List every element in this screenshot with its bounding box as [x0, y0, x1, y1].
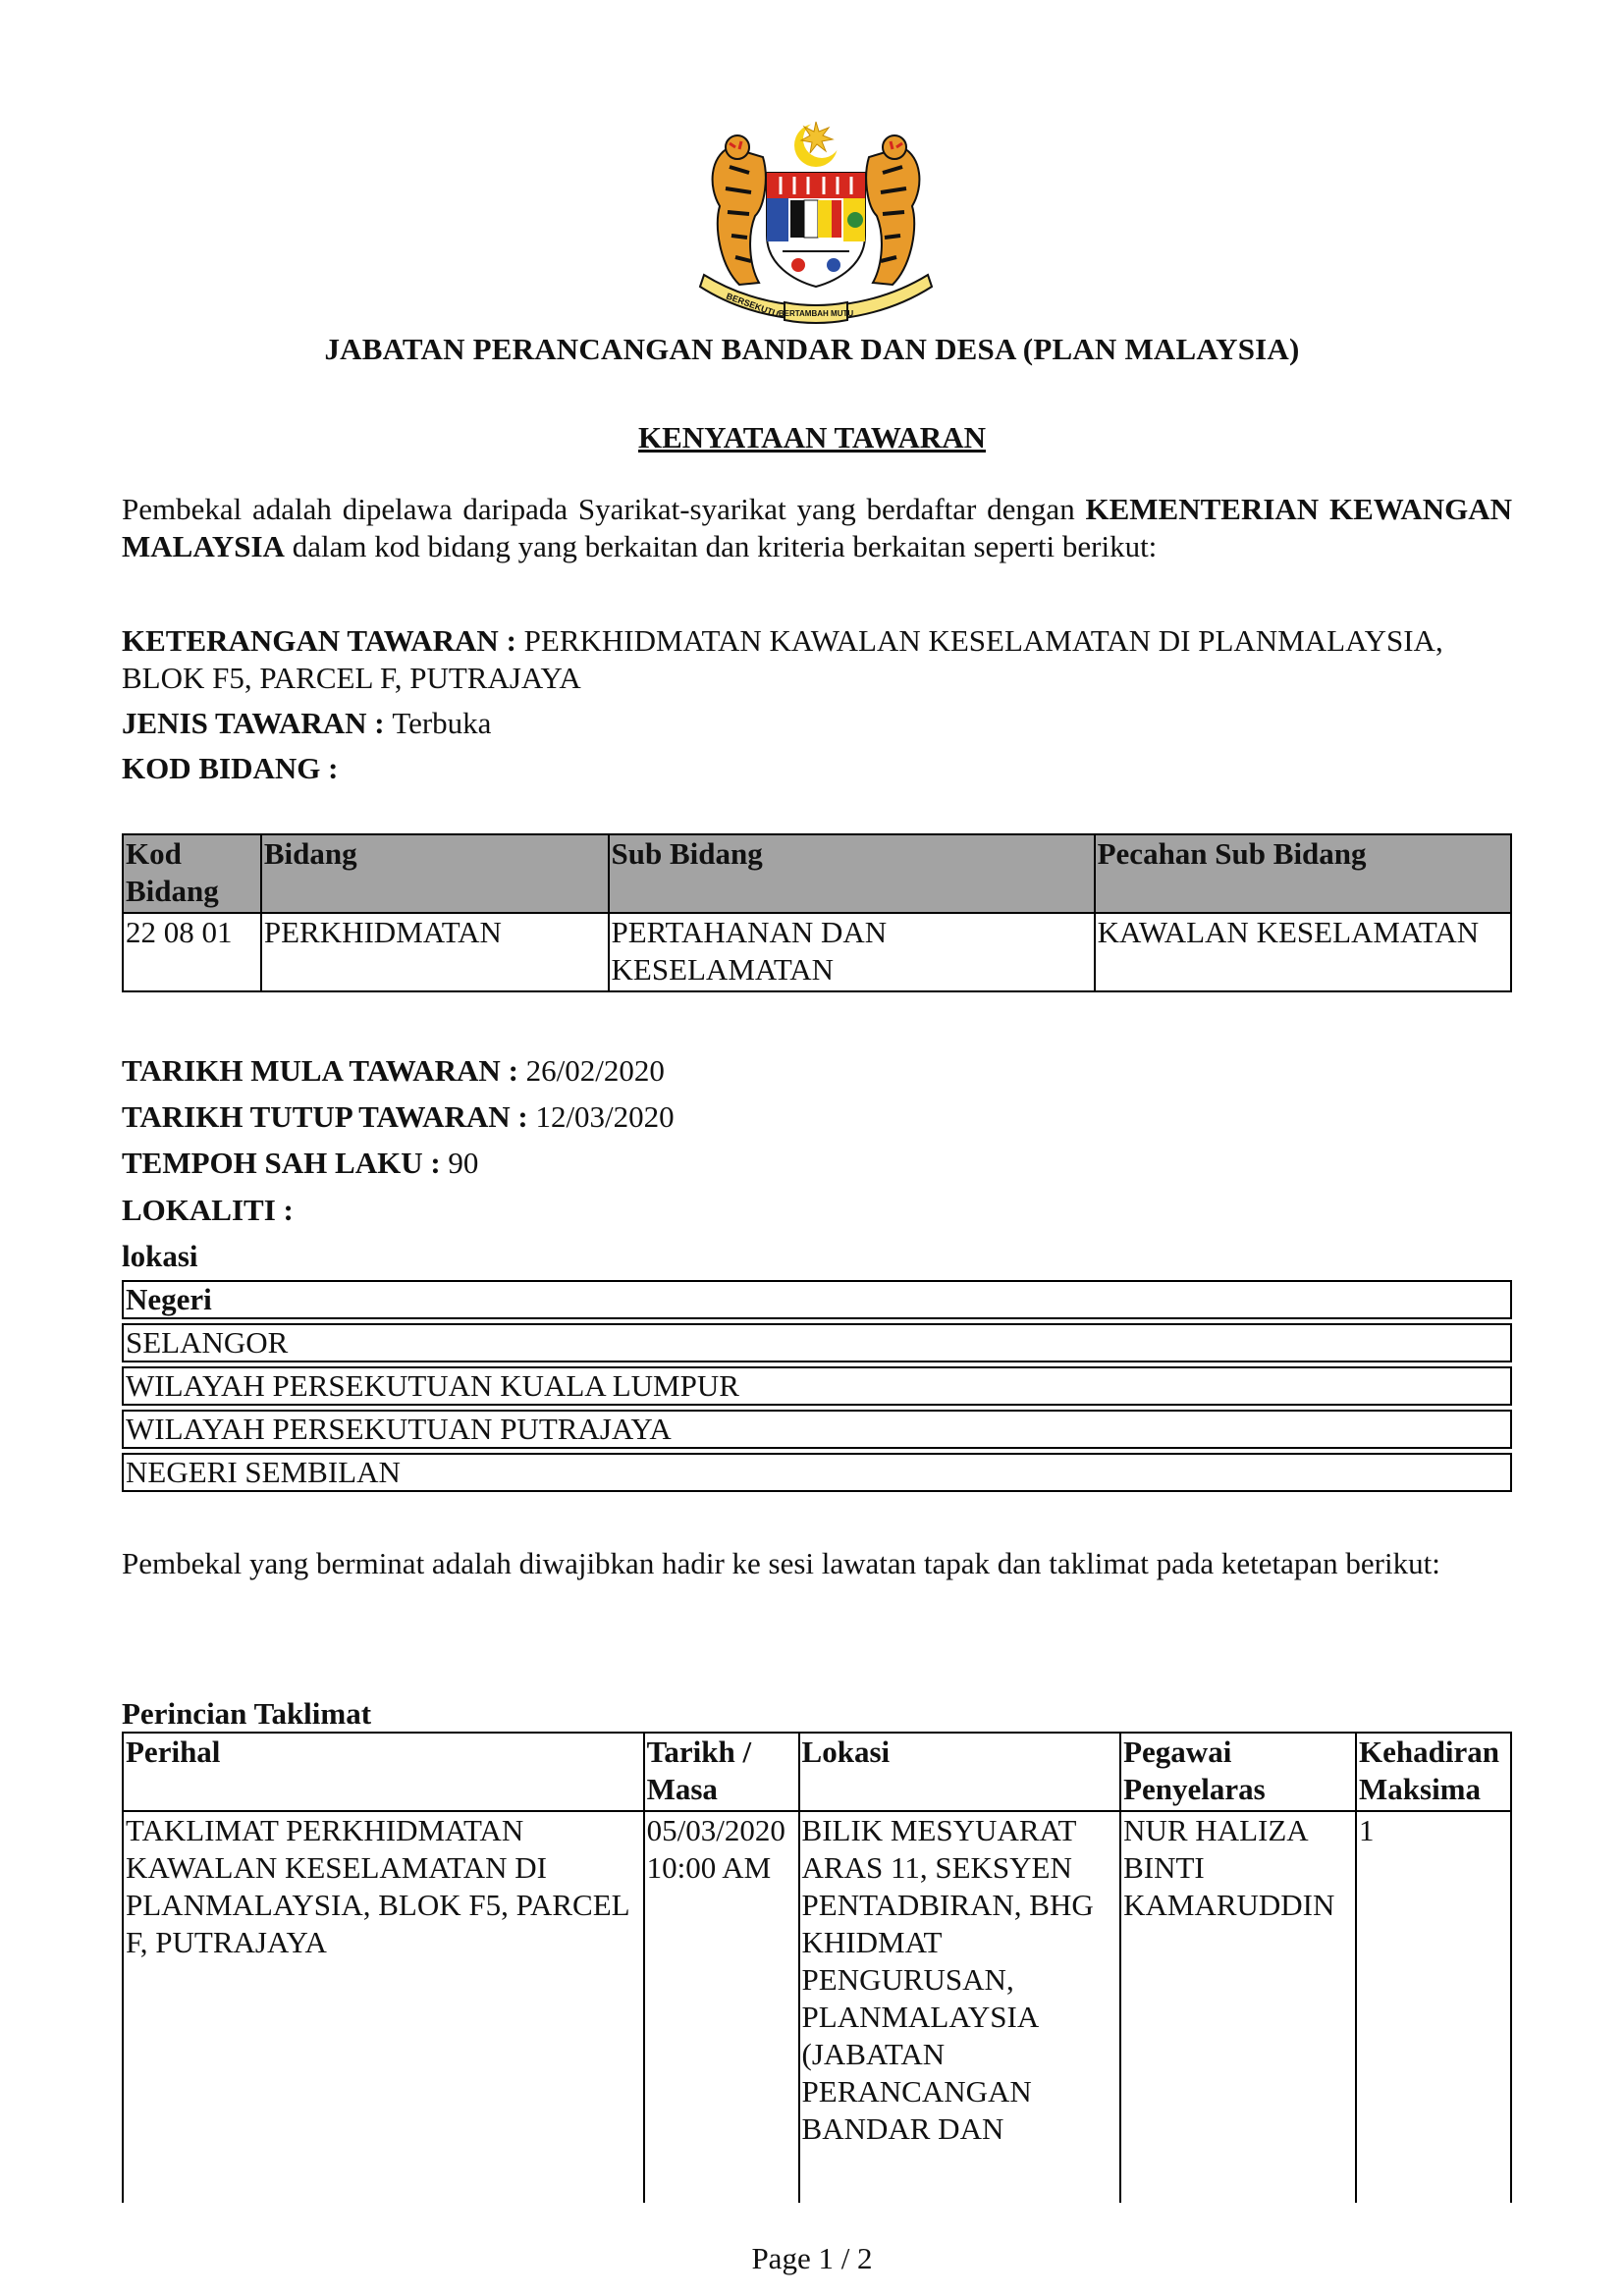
header-sub-bidang: Sub Bidang — [609, 834, 1095, 913]
table-header-row — [123, 1733, 1511, 1811]
header-perihal: Perihal — [123, 1733, 644, 1811]
negeri-cell: WILAYAH PERSEKUTUAN KUALA LUMPUR — [122, 1366, 1512, 1406]
document-title: KENYATAAN TAWARAN — [638, 420, 986, 454]
tempoh-sah-laku — [122, 1145, 1512, 1182]
keterangan-tawaran — [122, 622, 1512, 697]
lokasi-label: lokasi — [122, 1239, 198, 1273]
negeri-cell: SELANGOR — [122, 1323, 1512, 1362]
header-pegawai: Pegawai Penyelaras — [1120, 1733, 1356, 1811]
negeri-cell: NEGERI SEMBILAN — [122, 1453, 1512, 1492]
lokasi-header-row — [122, 1280, 1512, 1319]
cell-kehadiran: 1 — [1356, 1811, 1511, 2203]
kod-bidang-label: KOD BIDANG : — [122, 751, 339, 785]
table-row — [123, 1811, 1511, 2203]
tutup-label: TARIKH TUTUP TAWARAN : — [122, 1099, 536, 1134]
lokaliti-label: LOKALITI : — [122, 1193, 294, 1227]
cell-sub-bidang: PERTAHANAN DAN KESELAMATAN — [609, 913, 1095, 991]
taklimat-label: Perincian Taklimat — [122, 1696, 372, 1731]
lokasi-table — [122, 1276, 1512, 1496]
tempoh-label: TEMPOH SAH LAKU : — [122, 1146, 449, 1180]
coat-of-arms-logo — [690, 118, 942, 326]
intro-text-after: dalam kod bidang yang berkaitan dan kriteria berkaitan seperti berikut: — [284, 529, 1158, 563]
keterangan-value: PERKHIDMATAN KAWALAN KESELAMATAN DI PLANMALAYSIA, BLOK F5, PARCEL F, PUTRAJAYA — [122, 623, 1443, 695]
cell-lokasi: BILIK MESYUARAT ARAS 11, SEKSYEN PENTADBIRAN, BHG KHIDMAT PENGURUSAN, PLANMALAYSIA (JABATAN PERANCANGAN BANDAR DAN — [799, 1811, 1121, 2203]
tarikh-mula — [122, 1052, 1512, 1090]
negeri-cell: WILAYAH PERSEKUTUAN PUTRAJAYA — [122, 1410, 1512, 1449]
header-negeri: Negeri — [122, 1280, 1512, 1319]
header-lokasi: Lokasi — [799, 1733, 1121, 1811]
intro-text-before: Pembekal adalah dipelawa daripada Syarikat-syarikat yang berdaftar dengan — [122, 492, 1086, 526]
header-kehadiran: Kehadiran Maksima — [1356, 1733, 1511, 1811]
jenis-value: Terbuka — [392, 706, 492, 740]
cell-pecahan: KAWALAN KESELAMATAN — [1095, 913, 1511, 991]
jenis-tawaran — [122, 705, 1512, 742]
mula-label: TARIKH MULA TAWARAN : — [122, 1053, 526, 1088]
taklimat-table — [122, 1732, 1512, 2203]
cell-pegawai: NUR HALIZA BINTI KAMARUDDIN — [1120, 1811, 1356, 2203]
list-item — [122, 1323, 1512, 1362]
notice-paragraph: Pembekal yang berminat adalah diwajibkan hadir ke sesi lawatan tapak dan taklimat pada ketetapan berikut: — [122, 1546, 1440, 1580]
cell-bidang: PERKHIDMATAN — [261, 913, 609, 991]
keterangan-label: KETERANGAN TAWARAN : — [122, 623, 524, 658]
header-tarikh-masa: Tarikh / Masa — [644, 1733, 799, 1811]
page-number: Page 1 / 2 — [751, 2241, 873, 2275]
cell-tarikh-masa: 05/03/2020 10:00 AM — [644, 1811, 799, 2203]
kod-bidang-table — [122, 833, 1512, 992]
mula-value: 26/02/2020 — [525, 1053, 665, 1088]
list-item — [122, 1453, 1512, 1492]
list-item — [122, 1366, 1512, 1406]
department-title: JABATAN PERANCANGAN BANDAR DAN DESA (PLAN MALAYSIA) — [324, 332, 1300, 366]
header-pecahan-sub-bidang: Pecahan Sub Bidang — [1095, 834, 1511, 913]
tempoh-value: 90 — [448, 1146, 479, 1180]
list-item — [122, 1410, 1512, 1449]
intro-ministry: KEMENTERIAN KEWANGAN MALAYSIA — [122, 492, 1513, 563]
table-row — [123, 913, 1511, 991]
cell-kod: 22 08 01 — [123, 913, 261, 991]
jenis-label: JENIS TAWARAN : — [122, 706, 393, 740]
tutup-value: 12/03/2020 — [535, 1099, 675, 1134]
tarikh-tutup — [122, 1098, 1512, 1136]
banner-center-text: BERTAMBAH MUTU — [778, 309, 854, 318]
header-bidang: Bidang — [261, 834, 609, 913]
banner-left-text: BERSEKUTU — [725, 291, 781, 320]
cell-perihal: TAKLIMAT PERKHIDMATAN KAWALAN KESELAMATAN DI PLANMALAYSIA, BLOK F5, PARCEL F, PUTRAJAYA — [123, 1811, 644, 2203]
table-header-row — [123, 834, 1511, 913]
intro-paragraph — [122, 491, 1512, 565]
header-kod-bidang: Kod Bidang — [123, 834, 261, 913]
